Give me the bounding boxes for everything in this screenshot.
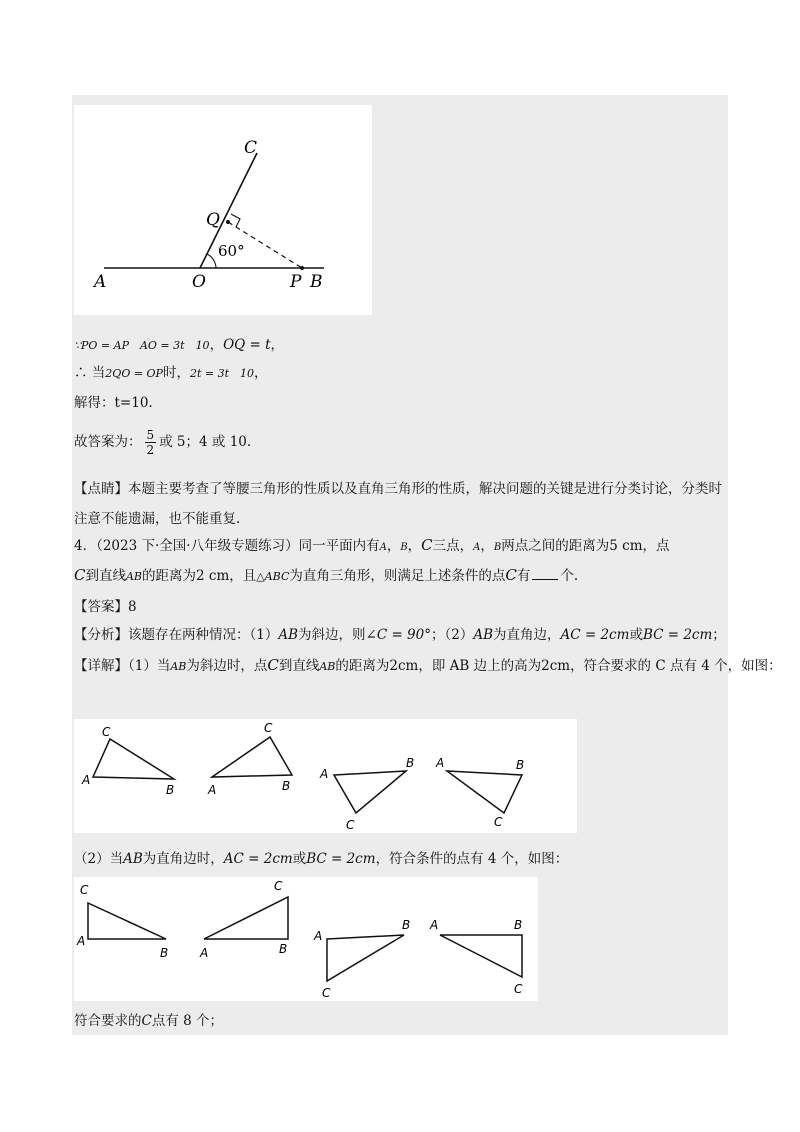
svg-text:B: B xyxy=(160,946,169,960)
svg-text:B: B xyxy=(406,756,415,770)
svg-text:A: A xyxy=(430,918,439,932)
svg-text:B: B xyxy=(282,779,291,793)
label-q: Q xyxy=(206,210,220,230)
triangle-6 xyxy=(204,897,288,939)
label-a: A xyxy=(94,272,107,292)
triangle-1 xyxy=(93,739,174,779)
label-c: C xyxy=(244,138,258,158)
comment-paragraph: 【点睛】本题主要考查了等腰三角形的性质以及直角三角形的性质，解决问题的关键是进行分类讨论，分类时注意不能遗漏，也不能重复. xyxy=(74,481,722,527)
leg-cases-figure xyxy=(74,877,538,1001)
svg-text:C: C xyxy=(322,986,331,1000)
answer-line: 故答案为： $\frac{5}{2}$ 或 5；4 或 10. xyxy=(74,428,252,457)
angle-figure xyxy=(74,105,372,315)
question-4-line1: 4．（2023 下·全国·八年级专题练习）同一平面内有A，B，C三点，A，B两点之间的距离为5 cm，点 xyxy=(74,536,670,554)
svg-text:A: A xyxy=(436,756,445,770)
svg-text:C: C xyxy=(346,818,355,832)
triangle-4 xyxy=(447,771,522,813)
svg-text:C: C xyxy=(494,815,503,829)
angle-arc xyxy=(207,254,216,268)
svg-text:A: A xyxy=(320,767,329,781)
svg-text:C: C xyxy=(264,721,273,735)
answer-blank xyxy=(532,567,558,580)
question-4-line2: C到直线AB的距离为2 cm，且△ABC为直角三角形，则满足上述条件的点C有 个. xyxy=(74,566,579,584)
svg-text:C: C xyxy=(80,883,89,897)
final-line: 符合要求的C点有 8 个； xyxy=(74,1013,224,1029)
right-angle-mark xyxy=(231,214,240,227)
svg-text:B: B xyxy=(516,758,525,772)
triangle-8 xyxy=(440,935,522,977)
answer-heading: 【答案】8 xyxy=(74,599,137,615)
label-angle: 60° xyxy=(218,242,245,260)
therefore-line: ∴ 当2QO = OP时，2t = 3t 10， xyxy=(74,365,268,381)
hypotenuse-cases-figure xyxy=(74,719,577,833)
triangle-3 xyxy=(334,771,406,813)
since-line: ∵PO = AP AO = 3t 10，OQ = t， xyxy=(74,337,285,353)
svg-text:A: A xyxy=(314,929,323,943)
svg-text:B: B xyxy=(166,783,175,797)
analysis-line: 【分析】该题存在两种情况：（1）AB为斜边，则∠C = 90°；（2）AB为直角边，AC = 2cm或BC = 2cm； xyxy=(74,627,726,643)
fraction: $\frac{5}{2}$ xyxy=(146,428,155,457)
case2-line: （2）当AB为直角边时，AC = 2cm或BC = 2cm，符合条件的点有 4 个，如图： xyxy=(74,851,569,867)
label-b: B xyxy=(310,272,323,292)
label-p: P xyxy=(290,272,302,292)
svg-text:A: A xyxy=(200,946,209,960)
svg-text:C: C xyxy=(514,982,523,996)
svg-text:A: A xyxy=(82,773,91,787)
label-o: O xyxy=(192,272,206,292)
solve-line: 解得：t=10. xyxy=(74,395,153,411)
svg-text:C: C xyxy=(102,725,111,739)
svg-text:C: C xyxy=(274,879,283,893)
svg-text:B: B xyxy=(279,942,288,956)
svg-text:A: A xyxy=(208,783,217,797)
svg-text:B: B xyxy=(514,918,523,932)
triangle-7 xyxy=(327,935,404,981)
svg-text:B: B xyxy=(402,918,411,932)
triangle-5 xyxy=(88,903,166,939)
detail-line1: 【详解】（1）当AB为斜边时，点C到直线AB的距离为2cm，即 AB 边上的高为2cm，符合要求的 C 点有 4 个，如图： xyxy=(74,656,782,674)
svg-text:A: A xyxy=(77,934,86,948)
triangle-2 xyxy=(212,737,292,777)
